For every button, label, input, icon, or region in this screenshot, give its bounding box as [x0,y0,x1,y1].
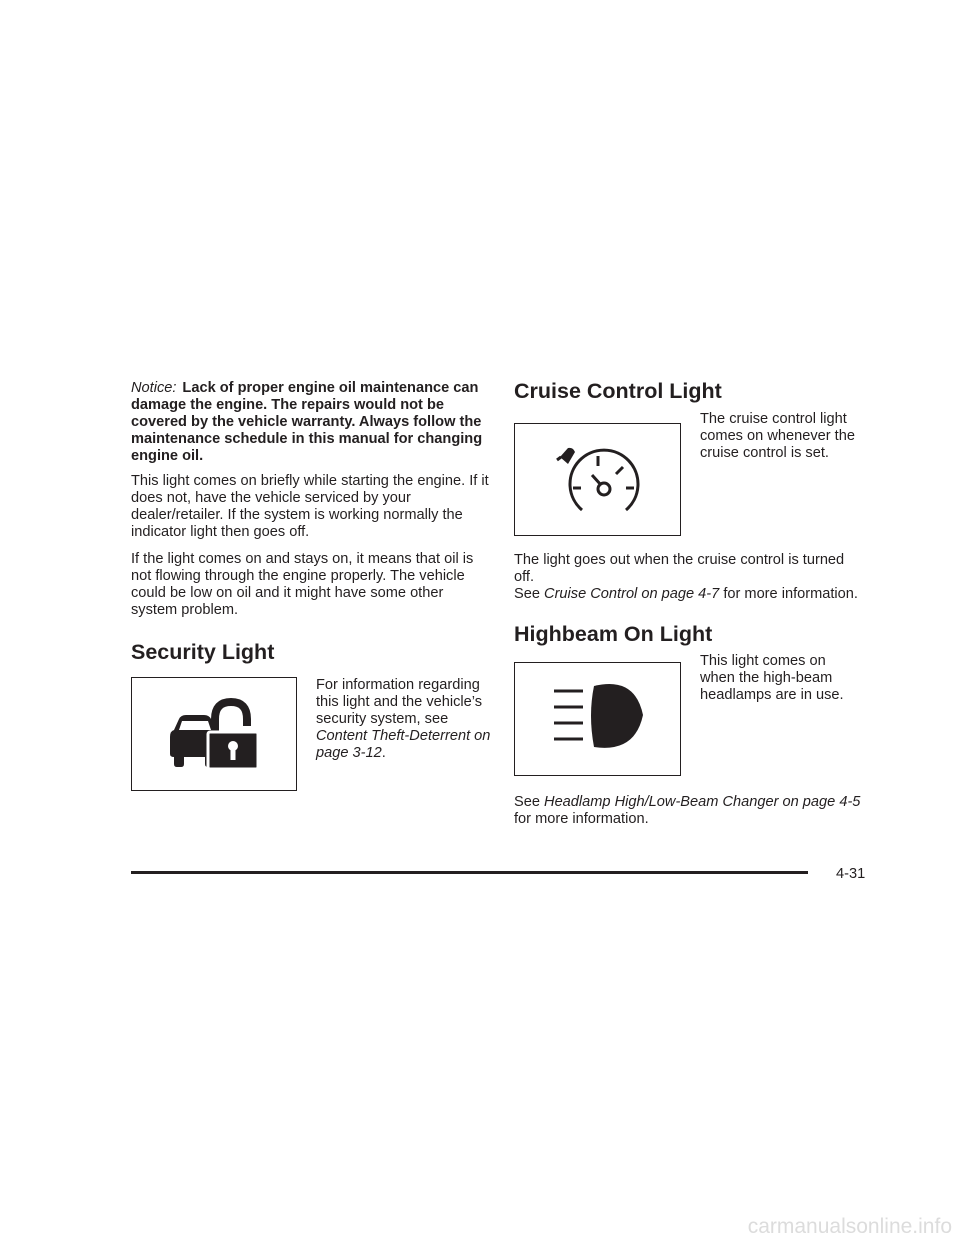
oil-light-paragraph-2: If the light comes on and stays on, it means that oil is not flowing through the engine properly. The vehicle could be low on oil and it might have some other system problem. [131,551,474,618]
highbeam-headlamp-icon [515,663,679,774]
security-icon-box [131,677,297,791]
footer-rule [131,871,808,874]
oil-light-paragraph-1: This light comes on briefly while starting the engine. If it does not, have the vehicle serviced by your dealer/retailer. If the system is working normally the indicator light then goes off. [131,473,489,540]
notice-paragraph [131,380,493,465]
cruise-icon-box [514,423,681,536]
cruise-speedometer-icon [515,424,679,534]
page-number: 4-31 [836,866,866,882]
security-reference-link[interactable]: Content Theft-Deterrent on page 3-12 [316,728,491,761]
highbeam-text [681,653,864,704]
cruise-reference-link[interactable]: Cruise Control on page 4-7 [544,586,720,602]
cruise-figure-row [514,410,864,536]
highbeam-more-info: for more information. [514,811,649,827]
cruise-more-info: for more information. [723,586,858,602]
highbeam-see-word: See [514,794,540,810]
cruise-heading: Cruise Control Light [514,379,722,403]
security-text [297,676,493,762]
right-column [514,378,864,838]
cruise-description: The cruise control light comes on whenever the cruise control is set. [700,411,855,461]
highbeam-heading: Highbeam On Light [514,622,713,646]
security-period: . [381,745,386,761]
highbeam-figure-row [514,653,864,776]
notice-label: Notice: [131,380,177,396]
highbeam-icon-box [514,662,681,776]
left-column [131,380,493,791]
highbeam-reference-link[interactable]: Headlamp High/Low-Beam Changer on page 4-5 [544,794,861,810]
security-heading: Security Light [131,640,275,664]
cruise-text [681,410,864,462]
highbeam-after-paragraph [514,794,864,828]
security-description: For information regarding this light and the vehicle’s security system, see [316,677,483,727]
cruise-see-word: See [514,586,540,602]
notice-text: Lack of proper engine oil maintenance can damage the engine. The repairs would not be covered by the vehicle warranty. Always follow the maintenance schedule in this manual for changing engine oil. [131,380,483,464]
cruise-after-paragraph [514,552,864,603]
cruise-off-text: The light goes out when the cruise control is turned off. [514,552,845,585]
watermark: carmanualsonline.info [747,1215,952,1238]
security-figure-row [131,676,493,791]
highbeam-description: This light comes on when the high-beam headlamps are in use. [700,653,844,703]
security-lock-car-icon [132,678,295,789]
